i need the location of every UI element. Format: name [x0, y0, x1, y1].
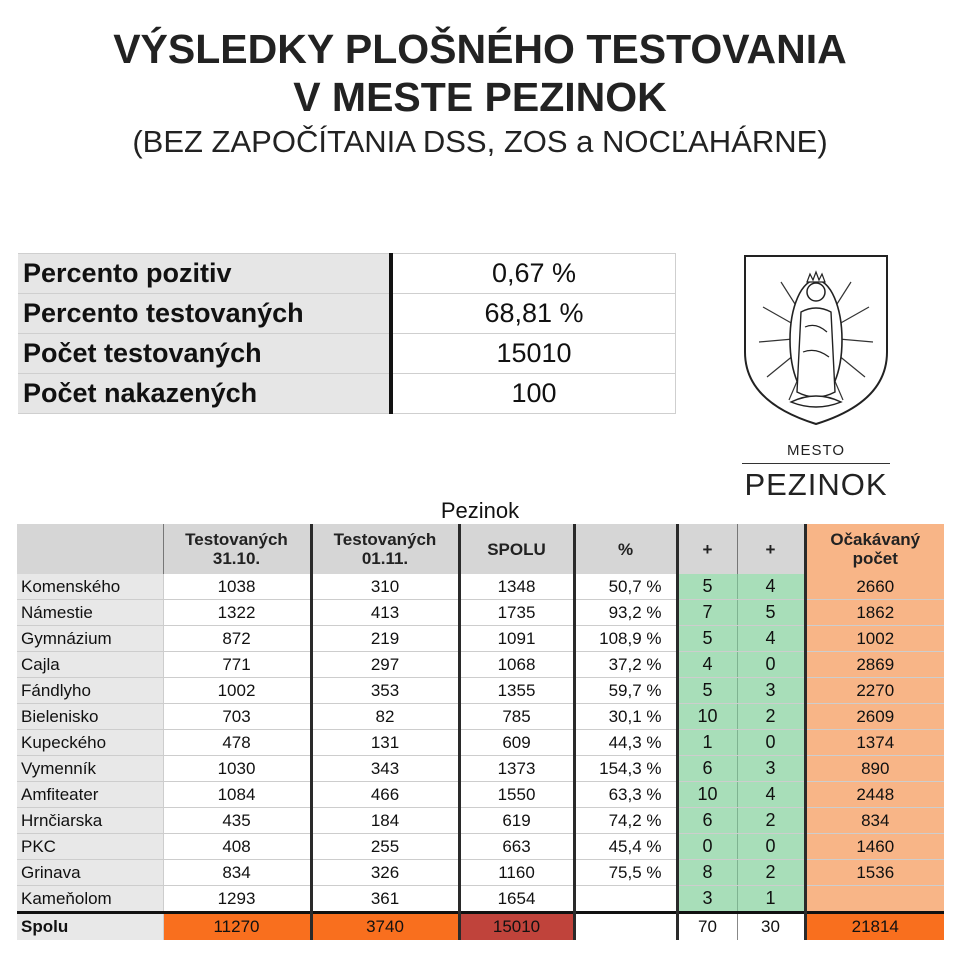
cell-location: Kameňolom [17, 886, 163, 913]
cell-expected: 1002 [805, 626, 944, 652]
cell-location: Hrnčiarska [17, 808, 163, 834]
cell-positive-day1: 10 [677, 782, 737, 808]
header-expected: Očakávaný počet [805, 524, 944, 574]
table-row [17, 626, 944, 652]
cell-tested-day1: 478 [163, 730, 311, 756]
results-table [17, 524, 944, 940]
cell-location: Vymenník [17, 756, 163, 782]
cell-total: 1373 [459, 756, 574, 782]
cell-positive-day1: 5 [677, 574, 737, 600]
cell-tested-day2: 219 [311, 626, 459, 652]
cell-location: Cajla [17, 652, 163, 678]
cell-total: 1068 [459, 652, 574, 678]
cell-location: Komenského [17, 574, 163, 600]
cell-expected: 1460 [805, 834, 944, 860]
cell-location: Námestie [17, 600, 163, 626]
table-row [17, 782, 944, 808]
cell-total: 1091 [459, 626, 574, 652]
table-row [17, 756, 944, 782]
total-positive-day1: 70 [677, 913, 737, 941]
cell-total: 1348 [459, 574, 574, 600]
cell-positive-day2: 2 [737, 808, 805, 834]
cell-expected: 2609 [805, 704, 944, 730]
cell-positive-day1: 4 [677, 652, 737, 678]
cell-expected: 1862 [805, 600, 944, 626]
summary-label: Percento pozitiv [18, 254, 391, 294]
total-label: Spolu [17, 913, 163, 941]
summary-value: 68,81 % [391, 294, 676, 334]
header-tested-day2: Testovaných 01.11. [311, 524, 459, 574]
cell-tested-day2: 297 [311, 652, 459, 678]
cell-tested-day2: 353 [311, 678, 459, 704]
cell-total: 1654 [459, 886, 574, 913]
logo-mesto-text: MESTO [786, 442, 846, 459]
cell-tested-day1: 435 [163, 808, 311, 834]
cell-total: 609 [459, 730, 574, 756]
table-row [17, 730, 944, 756]
cell-positive-day2: 2 [737, 704, 805, 730]
summary-label: Počet nakazených [18, 374, 391, 414]
summary-row [18, 294, 676, 334]
cell-expected: 2270 [805, 678, 944, 704]
logo-city-name: PEZINOK [744, 467, 888, 502]
total-positive-day2: 30 [737, 913, 805, 941]
cell-percent: 63,3 % [574, 782, 677, 808]
table-row [17, 678, 944, 704]
cell-percent: 50,7 % [574, 574, 677, 600]
cell-total: 663 [459, 834, 574, 860]
cell-tested-day1: 834 [163, 860, 311, 886]
cell-tested-day1: 1322 [163, 600, 311, 626]
cell-positive-day2: 4 [737, 782, 805, 808]
cell-positive-day1: 5 [677, 678, 737, 704]
cell-tested-day1: 1002 [163, 678, 311, 704]
cell-percent: 75,5 % [574, 860, 677, 886]
summary-label: Percento testovaných [18, 294, 391, 334]
cell-tested-day2: 82 [311, 704, 459, 730]
summary-row [18, 254, 676, 294]
cell-expected: 2448 [805, 782, 944, 808]
cell-percent: 44,3 % [574, 730, 677, 756]
cell-location: Amfiteater [17, 782, 163, 808]
cell-positive-day2: 0 [737, 652, 805, 678]
logo-divider [742, 463, 890, 464]
cell-positive-day1: 5 [677, 626, 737, 652]
cell-positive-day1: 1 [677, 730, 737, 756]
cell-tested-day1: 872 [163, 626, 311, 652]
cell-positive-day1: 6 [677, 808, 737, 834]
cell-positive-day1: 10 [677, 704, 737, 730]
cell-tested-day1: 1293 [163, 886, 311, 913]
cell-total: 785 [459, 704, 574, 730]
total-expected: 21814 [805, 913, 944, 941]
table-row [17, 834, 944, 860]
cell-total: 1550 [459, 782, 574, 808]
table-row [17, 574, 944, 600]
cell-expected [805, 886, 944, 913]
cell-positive-day1: 7 [677, 600, 737, 626]
cell-location: Fándlyho [17, 678, 163, 704]
cell-tested-day2: 184 [311, 808, 459, 834]
cell-location: Bielenisko [17, 704, 163, 730]
cell-percent: 45,4 % [574, 834, 677, 860]
cell-total: 1735 [459, 600, 574, 626]
header-tested-day1: Testovaných 31.10. [163, 524, 311, 574]
summary-table [18, 253, 676, 414]
total-tested-day2: 3740 [311, 913, 459, 941]
cell-positive-day2: 1 [737, 886, 805, 913]
header-positive-day2: + [737, 524, 805, 574]
header-positive-day1: + [677, 524, 737, 574]
summary-row [18, 374, 676, 414]
header-location [17, 524, 163, 574]
cell-positive-day2: 5 [737, 600, 805, 626]
total-row [17, 913, 944, 941]
cell-expected: 2869 [805, 652, 944, 678]
cell-positive-day1: 0 [677, 834, 737, 860]
cell-tested-day1: 408 [163, 834, 311, 860]
coat-of-arms-icon [741, 252, 891, 427]
cell-positive-day2: 0 [737, 834, 805, 860]
total-tested-day1: 11270 [163, 913, 311, 941]
cell-percent: 93,2 % [574, 600, 677, 626]
cell-location: Kupeckého [17, 730, 163, 756]
cell-expected: 2660 [805, 574, 944, 600]
cell-positive-day2: 0 [737, 730, 805, 756]
header-percent: % [574, 524, 677, 574]
cell-location: Gymnázium [17, 626, 163, 652]
cell-location: Grinava [17, 860, 163, 886]
page-title-line1: VÝSLEDKY PLOŠNÉHO TESTOVANIA [113, 26, 847, 72]
table-caption: Pezinok [440, 498, 520, 523]
cell-positive-day1: 8 [677, 860, 737, 886]
cell-tested-day2: 413 [311, 600, 459, 626]
summary-value: 100 [391, 374, 676, 414]
cell-positive-day2: 2 [737, 860, 805, 886]
table-row [17, 886, 944, 913]
table-row [17, 808, 944, 834]
cell-total: 619 [459, 808, 574, 834]
cell-positive-day2: 3 [737, 678, 805, 704]
cell-positive-day2: 4 [737, 626, 805, 652]
summary-row [18, 334, 676, 374]
page-subtitle: (BEZ ZAPOČÍTANIA DSS, ZOS a NOCĽAHÁRNE) [132, 124, 828, 159]
cell-tested-day2: 255 [311, 834, 459, 860]
page-title-line2: V MESTE PEZINOK [293, 74, 667, 120]
summary-value: 0,67 % [391, 254, 676, 294]
cell-percent: 74,2 % [574, 808, 677, 834]
cell-expected: 834 [805, 808, 944, 834]
cell-expected: 890 [805, 756, 944, 782]
cell-tested-day2: 343 [311, 756, 459, 782]
cell-tested-day1: 1038 [163, 574, 311, 600]
cell-tested-day2: 131 [311, 730, 459, 756]
cell-expected: 1536 [805, 860, 944, 886]
cell-positive-day2: 3 [737, 756, 805, 782]
cell-tested-day2: 326 [311, 860, 459, 886]
cell-tested-day1: 703 [163, 704, 311, 730]
table-row [17, 704, 944, 730]
cell-positive-day2: 4 [737, 574, 805, 600]
total-percent [574, 913, 677, 941]
table-row [17, 860, 944, 886]
cell-percent: 30,1 % [574, 704, 677, 730]
cell-tested-day2: 361 [311, 886, 459, 913]
cell-percent: 59,7 % [574, 678, 677, 704]
cell-total: 1160 [459, 860, 574, 886]
cell-location: PKC [17, 834, 163, 860]
summary-label: Počet testovaných [18, 334, 391, 374]
header-total: SPOLU [459, 524, 574, 574]
header-row [17, 524, 944, 574]
table-row [17, 600, 944, 626]
cell-percent: 154,3 % [574, 756, 677, 782]
cell-total: 1355 [459, 678, 574, 704]
cell-percent: 108,9 % [574, 626, 677, 652]
summary-value: 15010 [391, 334, 676, 374]
cell-tested-day1: 1030 [163, 756, 311, 782]
total-tested: 15010 [459, 913, 574, 941]
cell-tested-day2: 310 [311, 574, 459, 600]
cell-positive-day1: 6 [677, 756, 737, 782]
cell-tested-day2: 466 [311, 782, 459, 808]
cell-positive-day1: 3 [677, 886, 737, 913]
cell-expected: 1374 [805, 730, 944, 756]
cell-tested-day1: 1084 [163, 782, 311, 808]
cell-percent [574, 886, 677, 913]
table-row [17, 652, 944, 678]
cell-tested-day1: 771 [163, 652, 311, 678]
cell-percent: 37,2 % [574, 652, 677, 678]
